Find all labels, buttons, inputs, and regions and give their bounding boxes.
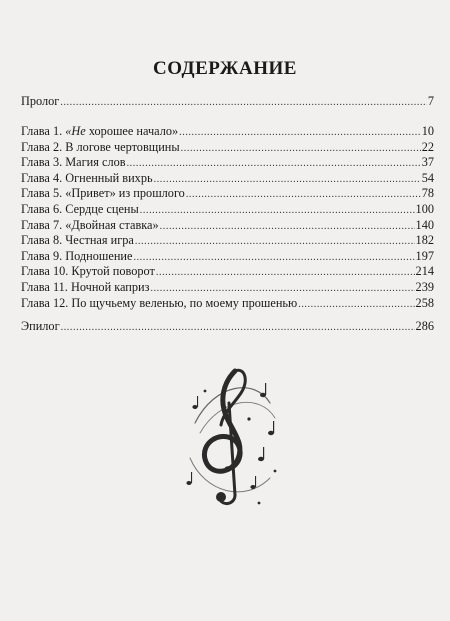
toc-entry-page: 22 <box>421 139 434 154</box>
toc-entry-label-text: Глава 9. Подношение <box>21 248 133 263</box>
toc-entry-page: 7 <box>427 94 434 108</box>
toc-entry-prolog[interactable] <box>21 94 434 110</box>
dot-leader <box>133 250 414 266</box>
toc-entry-chapter-5[interactable] <box>21 186 434 202</box>
toc-entry-chapter-12[interactable] <box>21 296 434 312</box>
toc-entry-label <box>21 155 126 171</box>
toc-entry-page: 182 <box>415 233 434 248</box>
toc-entry-page: 214 <box>415 264 434 279</box>
toc-entry-chapter-8[interactable] <box>21 233 434 249</box>
dot-leader <box>135 234 415 250</box>
toc-entry-chapter-3[interactable] <box>21 155 434 171</box>
toc-entry-label <box>21 233 134 249</box>
toc-entry-label-text: Глава 8. Честная игра <box>21 233 134 248</box>
toc-chapters <box>21 124 434 311</box>
dot-leader <box>60 95 427 111</box>
toc-entry-label <box>21 280 149 296</box>
toc-entry-label <box>21 171 153 187</box>
toc-entry-chapter-11[interactable] <box>21 280 434 296</box>
toc-entry-label <box>21 140 180 156</box>
toc-entry-label: Эпилог <box>21 319 60 333</box>
toc-entry-page: 78 <box>421 186 434 201</box>
toc-prolog <box>21 94 434 110</box>
toc-entry-page: 54 <box>421 170 434 185</box>
toc-entry-page: 197 <box>415 248 434 263</box>
toc-entry-label-text: Глава 5. «Привет» из прошлого <box>21 186 185 201</box>
dot-leader <box>181 141 421 157</box>
toc-entry-page: 10 <box>421 124 434 138</box>
toc-entry-label-text: Глава 11. Ночной каприз <box>21 279 150 294</box>
page-title: СОДЕРЖАНИЕ <box>153 58 297 79</box>
dot-leader <box>140 203 415 219</box>
toc-entry-label <box>21 296 297 312</box>
dot-leader <box>298 297 414 313</box>
toc-entry-chapter-1[interactable] <box>21 124 434 140</box>
toc-entry-label-text: Глава 4. Огненный вихрь <box>21 170 153 185</box>
toc-entry-label-text: Глава 2. В логове чертовщины <box>21 139 180 154</box>
toc-entry-page: 239 <box>415 279 434 294</box>
dot-leader <box>127 156 421 172</box>
toc-entry-label <box>21 202 139 218</box>
toc-entry-page: 37 <box>421 155 434 170</box>
toc-entry-label-text: Глава 10. Крутой поворот <box>21 264 155 279</box>
dot-leader <box>186 187 421 203</box>
toc-entry-page: 140 <box>415 217 434 232</box>
dot-leader <box>156 265 415 281</box>
toc-entry-label: Пролог <box>21 94 60 108</box>
dot-leader <box>179 125 421 141</box>
toc-entry-label-text: Глава 7. «Двойная ставка» <box>21 217 159 232</box>
toc-entry-label <box>21 186 185 202</box>
toc-entry-chapter-2[interactable] <box>21 140 434 156</box>
toc-entry-label-text: Глава 6. Сердце сцены <box>21 201 139 216</box>
toc-entry-label-emphasis: «Не <box>65 124 86 138</box>
toc-entry-label-text: хорошее начало» <box>85 124 179 138</box>
treble-clef-icon <box>175 363 285 513</box>
toc-entry-label <box>21 218 159 234</box>
toc-entry-label-text: Глава 1. <box>21 124 66 138</box>
toc-entry-page: 286 <box>415 319 434 333</box>
toc-entry-chapter-6[interactable] <box>21 202 434 218</box>
toc-entry-label <box>21 124 178 140</box>
dot-leader <box>150 281 414 297</box>
toc-entry-chapter-10[interactable] <box>21 264 434 280</box>
toc-entry-chapter-9[interactable] <box>21 249 434 265</box>
toc-entry-label <box>21 264 155 280</box>
dot-leader <box>154 172 421 188</box>
toc-entry-label <box>21 249 132 265</box>
toc-entry-epilog[interactable] <box>21 319 434 335</box>
toc-entry-chapter-4[interactable] <box>21 171 434 187</box>
toc-entry-chapter-7[interactable] <box>21 218 434 234</box>
toc-entry-label-text: Глава 12. По щучьему веленью, по моему прошенью <box>21 295 298 310</box>
dot-leader <box>160 219 415 235</box>
toc-epilog <box>21 319 434 335</box>
toc-entry-page: 258 <box>415 295 434 310</box>
toc-entry-page: 100 <box>415 201 434 216</box>
toc-entry-label-text: Глава 3. Магия слов <box>21 155 126 170</box>
dot-leader <box>61 320 415 336</box>
